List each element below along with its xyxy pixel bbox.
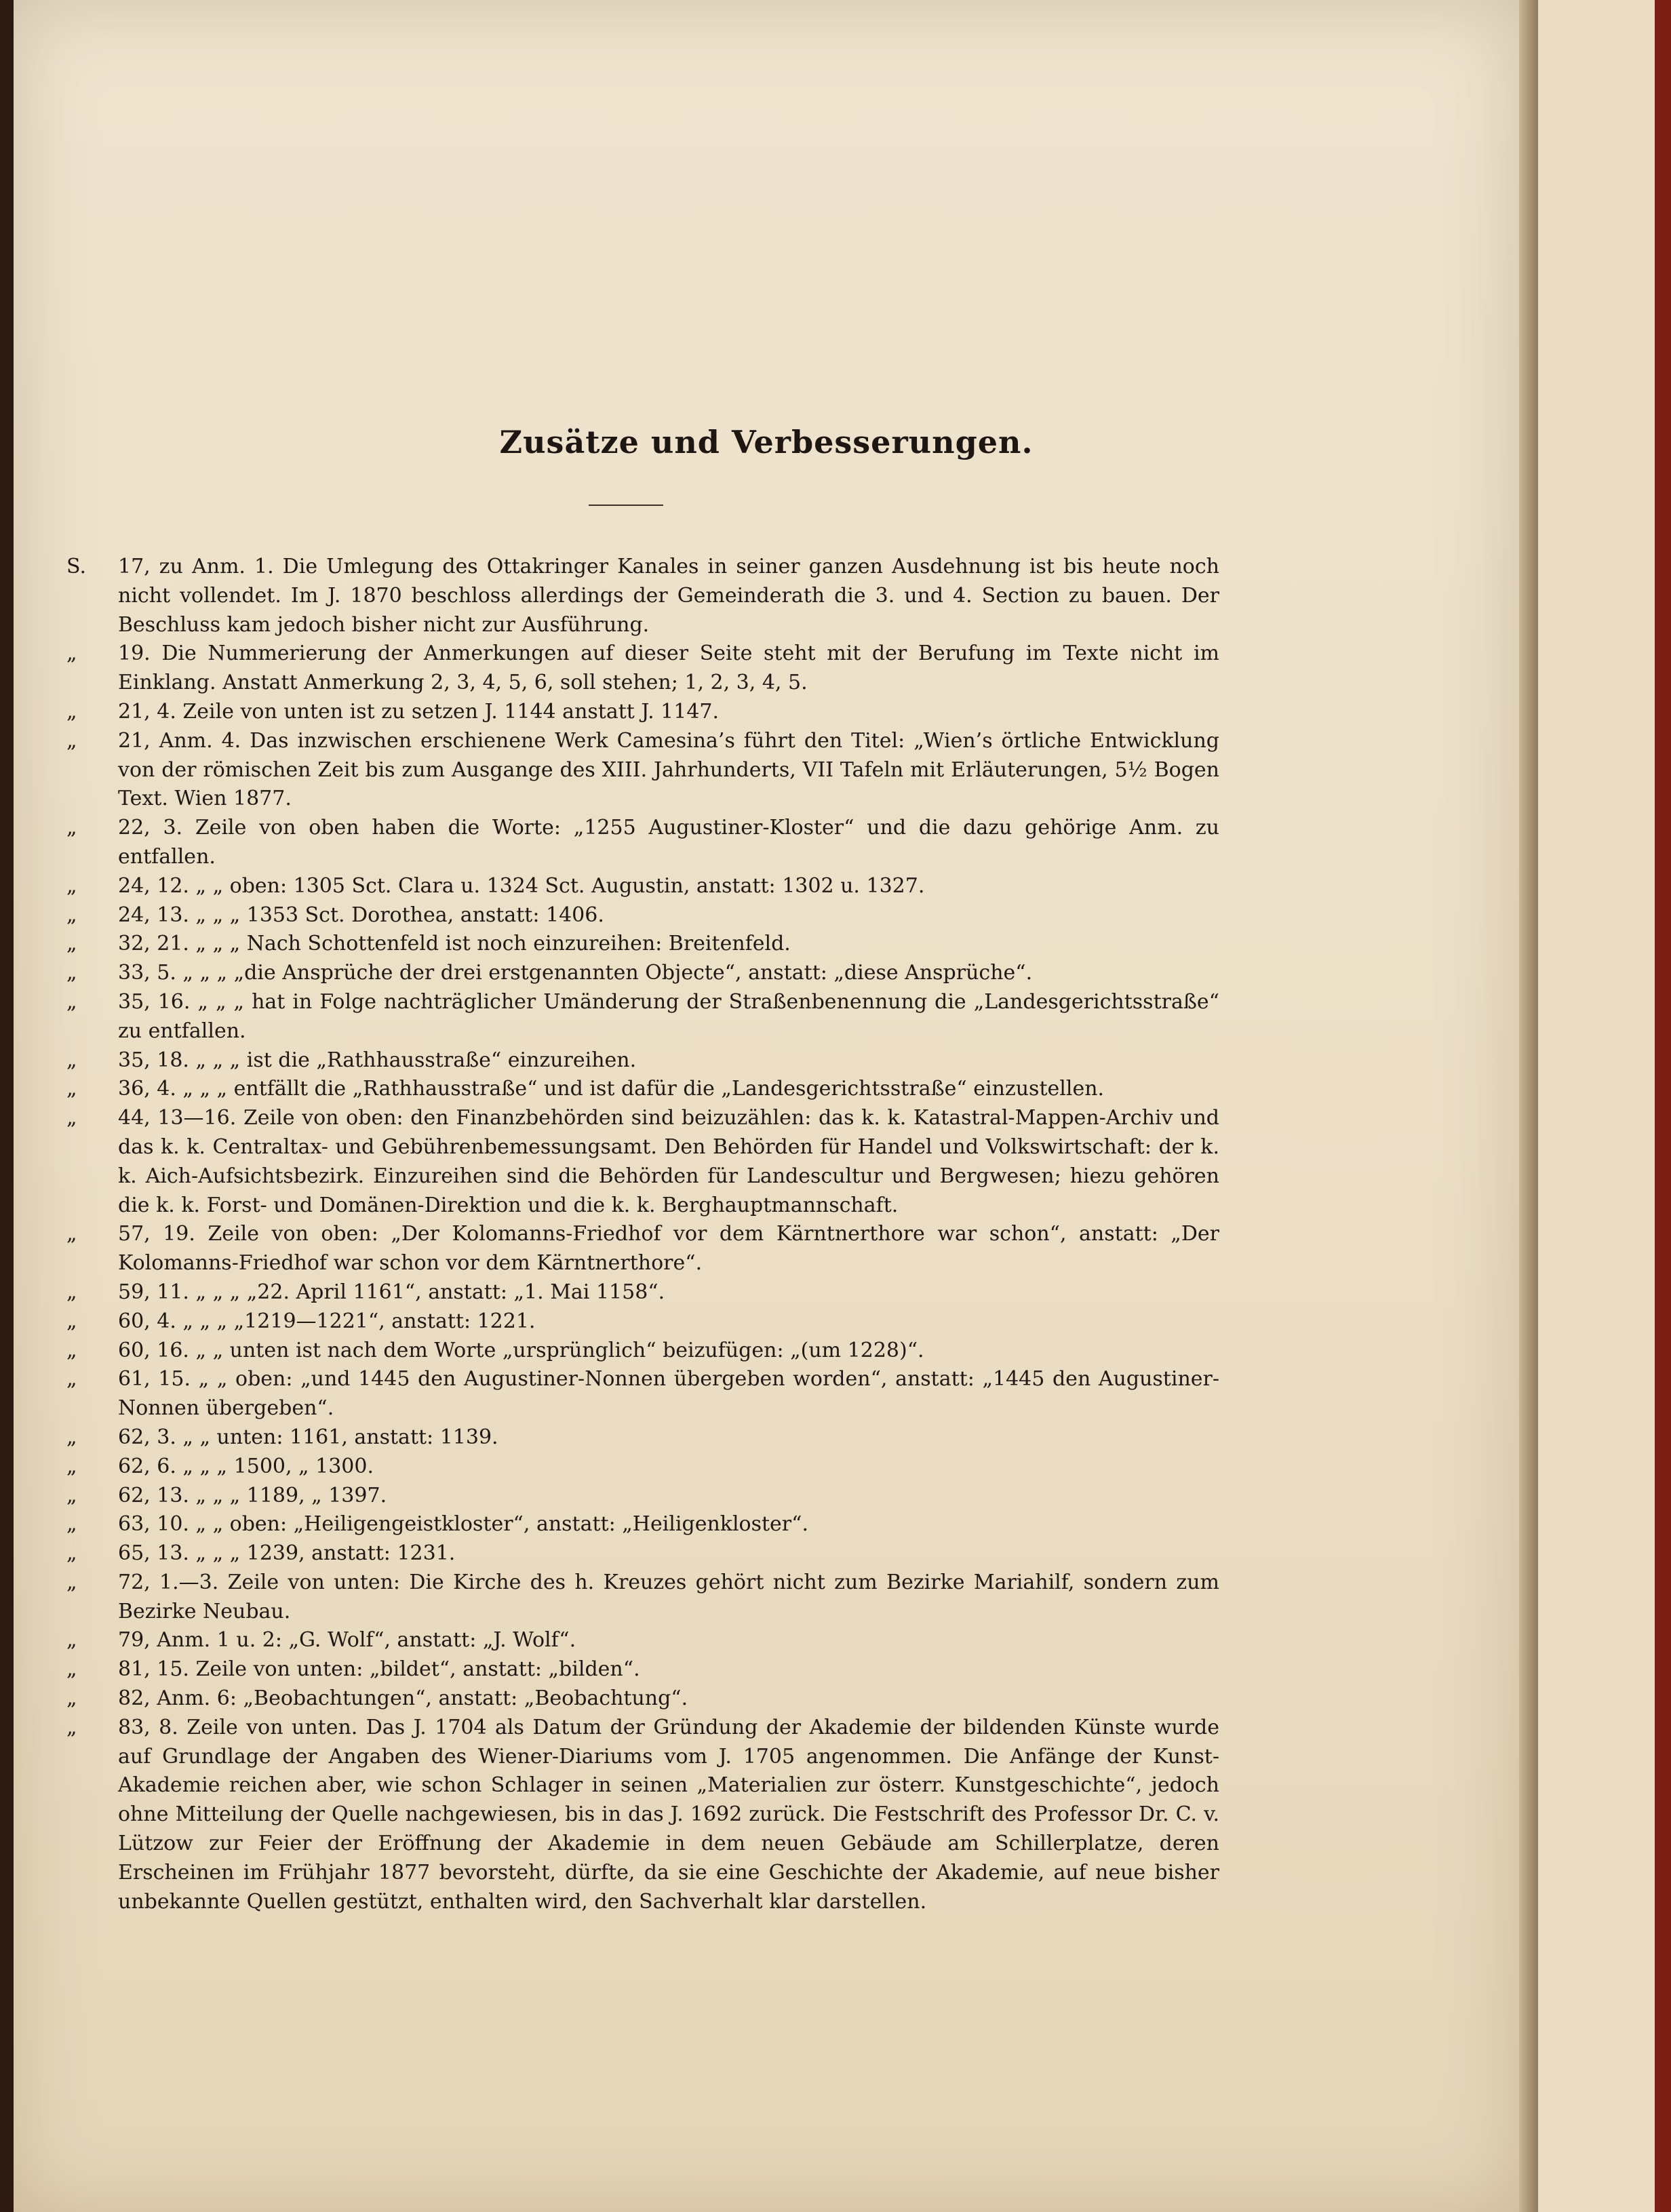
entry-text: 24, 13. „ „ „ 1353 Sct. Dorothea, anstatt: 1406. — [118, 903, 604, 927]
entry-text: 19. Die Nummerierung der Anmerkungen auf dieser Seite steht mit der Berufung im Texte nicht im Einklang. Anstatt Anmerkung 2, 3, 4, 5, 6, soll stehen; 1, 2, 3, 4, 5. — [118, 641, 1219, 695]
entry-prefix: „ — [66, 1309, 77, 1333]
entry-text: 17, zu Anm. 1. Die Umlegung des Ottakringer Kanales in seiner ganzen Ausdehnung ist bis heute noch nicht vollendet. Im J. 1870 beschloss allerdings der Gemeinderath die 3. und 4. Section zu bauen. Der Beschluss kam jedoch bisher nicht zur Ausführung. — [118, 555, 1219, 637]
correction-entry — [66, 1365, 1219, 1423]
correction-entry — [66, 901, 1219, 930]
correction-entry — [66, 814, 1219, 872]
title-divider — [589, 505, 663, 506]
entry-text: 82, Anm. 6: „Beobachtungen“, anstatt: „Beobachtung“. — [118, 1686, 688, 1711]
correction-entry — [66, 1307, 1219, 1337]
entry-prefix: „ — [66, 1512, 77, 1537]
correction-entry — [66, 1104, 1219, 1220]
correction-entry — [66, 1510, 1219, 1539]
entry-prefix: „ — [66, 1425, 77, 1449]
correction-entry — [66, 1278, 1219, 1307]
entry-prefix: „ — [66, 1570, 77, 1594]
entry-prefix: „ — [66, 1106, 77, 1130]
entry-prefix: „ — [66, 1483, 77, 1507]
entry-text: 22, 3. Zeile von oben haben die Worte: „1255 Augustiner-Kloster“ und die dazu gehörige Anm. zu entfallen. — [118, 816, 1219, 869]
entry-text: 59, 11. „ „ „ „22. April 1161“, anstatt: „1. Mai 1158“. — [118, 1280, 665, 1304]
entry-prefix: „ — [66, 873, 77, 898]
correction-entry — [66, 959, 1219, 988]
entry-text: 57, 19. Zeile von oben: „Der Kolomanns-Friedhof vor dem Kärntnerthore war schon“, anstatt: „Der Kolomanns-Friedhof war schon vor dem Kärntnerthore“. — [118, 1222, 1219, 1276]
entry-text: 72, 1.—3. Zeile von unten: Die Kirche des h. Kreuzes gehört nicht zum Bezirke Mariahilf, sondern zum Bezirke Neubau. — [118, 1570, 1219, 1623]
entry-prefix: „ — [66, 1657, 77, 1682]
correction-entry — [66, 1684, 1219, 1714]
entry-prefix: „ — [66, 699, 77, 724]
entry-text: 60, 4. „ „ „ „1219—1221“, anstatt: 1221. — [118, 1309, 536, 1333]
correction-entry — [66, 1423, 1219, 1453]
entry-text: 62, 13. „ „ „ 1189, „ 1397. — [118, 1483, 387, 1507]
entry-prefix: „ — [66, 728, 77, 753]
corrections-list — [66, 553, 1219, 1916]
entry-prefix: „ — [66, 816, 77, 840]
correction-entry — [66, 1482, 1219, 1511]
entry-text: 21, Anm. 4. Das inzwischen erschienene Werk Camesina’s führt den Titel: „Wien’s örtliche Entwicklung von der römischen Zeit bis zum Ausgange des XIII. Jahrhunderts, VII Tafeln mit Erläuterungen, 5½ Bogen Text. Wien 1877. — [118, 728, 1219, 811]
correction-entry — [66, 1075, 1219, 1104]
entry-text: 33, 5. „ „ „ „die Ansprüche der drei erstgenannten Objecte“, anstatt: „diese Ansprüche“. — [118, 961, 1033, 985]
page-title: Zusätze und Verbesserungen. — [499, 424, 1034, 460]
entry-text: 35, 16. „ „ „ hat in Folge nachträglicher Umänderung der Straßenbenennung die „Landesgerichtsstraße“ zu entfallen. — [118, 989, 1219, 1043]
entry-text: 62, 6. „ „ „ 1500, „ 1300. — [118, 1454, 374, 1478]
entry-prefix: „ — [66, 1367, 77, 1391]
entry-prefix: „ — [66, 903, 77, 927]
correction-entry — [66, 1539, 1219, 1568]
correction-entry — [66, 1453, 1219, 1482]
entry-prefix: „ — [66, 961, 77, 985]
correction-entry — [66, 1220, 1219, 1278]
book-page — [14, 0, 1519, 2212]
entry-text: 61, 15. „ „ oben: „und 1445 den Augustiner-Nonnen übergeben worden“, anstatt: „1445 den Augustiner-Nonnen übergeben“. — [118, 1367, 1219, 1421]
correction-entry — [66, 1655, 1219, 1684]
entry-text: 79, Anm. 1 u. 2: „G. Wolf“, anstatt: „J. Wolf“. — [118, 1628, 576, 1653]
entry-prefix: „ — [66, 1715, 77, 1739]
entry-prefix: „ — [66, 1048, 77, 1072]
correction-entry — [66, 930, 1219, 959]
entry-text: 63, 10. „ „ oben: „Heiligengeistkloster“, anstatt: „Heiligenkloster“. — [118, 1512, 809, 1537]
entry-prefix: „ — [66, 989, 77, 1014]
entry-prefix: „ — [66, 932, 77, 956]
entry-prefix: „ — [66, 1222, 77, 1246]
entry-prefix: „ — [66, 1280, 77, 1304]
entry-text: 62, 3. „ „ unten: 1161, anstatt: 1139. — [118, 1425, 498, 1449]
correction-entry — [66, 872, 1219, 901]
correction-entry — [66, 1568, 1219, 1627]
correction-entry — [66, 1046, 1219, 1075]
correction-entry — [66, 1626, 1219, 1655]
entry-prefix: „ — [66, 641, 77, 666]
correction-entry — [66, 988, 1219, 1046]
entry-text: 65, 13. „ „ „ 1239, anstatt: 1231. — [118, 1541, 456, 1566]
entry-prefix: „ — [66, 1686, 77, 1711]
entry-text: 44, 13—16. Zeile von oben: den Finanzbehörden sind beizuzählen: das k. k. Katastral-Mappen-Archiv und das k. k. Centraltax- und Gebührenbemessungsamt. Den Behörden für Handel und Volkswirtschaft: der k. k. Aich-Aufsichtsbezirk. Einzureihen sind die Behörden für Landescultur und Bergwesen; hiezu gehören die k. k. Forst- und Domänen-Direktion und die k. k. Berghauptmannschaft. — [118, 1106, 1219, 1217]
correction-entry — [66, 698, 1219, 727]
correction-entry — [66, 1337, 1219, 1366]
correction-entry — [66, 727, 1219, 814]
entry-text: 32, 21. „ „ „ Nach Schottenfeld ist noch einzureihen: Breitenfeld. — [118, 932, 791, 956]
cover-edge — [1655, 0, 1671, 2212]
entry-text: 21, 4. Zeile von unten ist zu setzen J. 1144 anstatt J. 1147. — [118, 699, 720, 724]
entry-prefix: „ — [66, 1628, 77, 1653]
entry-text: 83, 8. Zeile von unten. Das J. 1704 als Datum der Gründung der Akademie der bildenden Künste wurde auf Grundlage der Angaben des Wiener-Diariums vom J. 1705 angenommen. Die Anfänge der Kunst-Akademie reichen aber, wie schon Schlager in seinen „Materialien zur österr. Kunstgeschichte“, jedoch ohne Mitteilung der Quelle nachgewiesen, bis in das J. 1692 zurück. Die Festschrift des Professor Dr. C. v. Lützow zur Feier der Eröffnung der Akademie in dem neuen Gebäude am Schillerplatze, deren Erscheinen im Frühjahr 1877 bevorsteht, dürfte, da sie eine Geschichte der Akademie, auf neue bisher unbekannte Quellen gestützt, enthalten wird, den Sachverhalt klar darstellen. — [118, 1715, 1219, 1914]
correction-entry — [66, 1714, 1219, 1917]
endpaper — [1538, 0, 1671, 2212]
correction-entry — [66, 553, 1219, 639]
entry-prefix: „ — [66, 1338, 77, 1362]
entry-text: 81, 15. Zeile von unten: „bildet“, anstatt: „bilden“. — [118, 1657, 640, 1682]
entry-prefix: „ — [66, 1454, 77, 1478]
entry-text: 60, 16. „ „ unten ist nach dem Worte „ursprünglich“ beizufügen: „(um 1228)“. — [118, 1338, 924, 1362]
binding-edge — [1519, 0, 1538, 2212]
entry-text: 36, 4. „ „ „ entfällt die „Rathhausstraße“ und ist dafür die „Landesgerichtsstraße“ einzustellen. — [118, 1077, 1105, 1101]
entry-prefix: „ — [66, 1541, 77, 1566]
entry-text: 24, 12. „ „ oben: 1305 Sct. Clara u. 1324 Sct. Augustin, anstatt: 1302 u. 1327. — [118, 873, 925, 898]
entry-text: 35, 18. „ „ „ ist die „Rathhausstraße“ einzureihen. — [118, 1048, 637, 1072]
entry-prefix: S. — [66, 555, 87, 578]
correction-entry — [66, 639, 1219, 698]
entry-prefix: „ — [66, 1077, 77, 1101]
